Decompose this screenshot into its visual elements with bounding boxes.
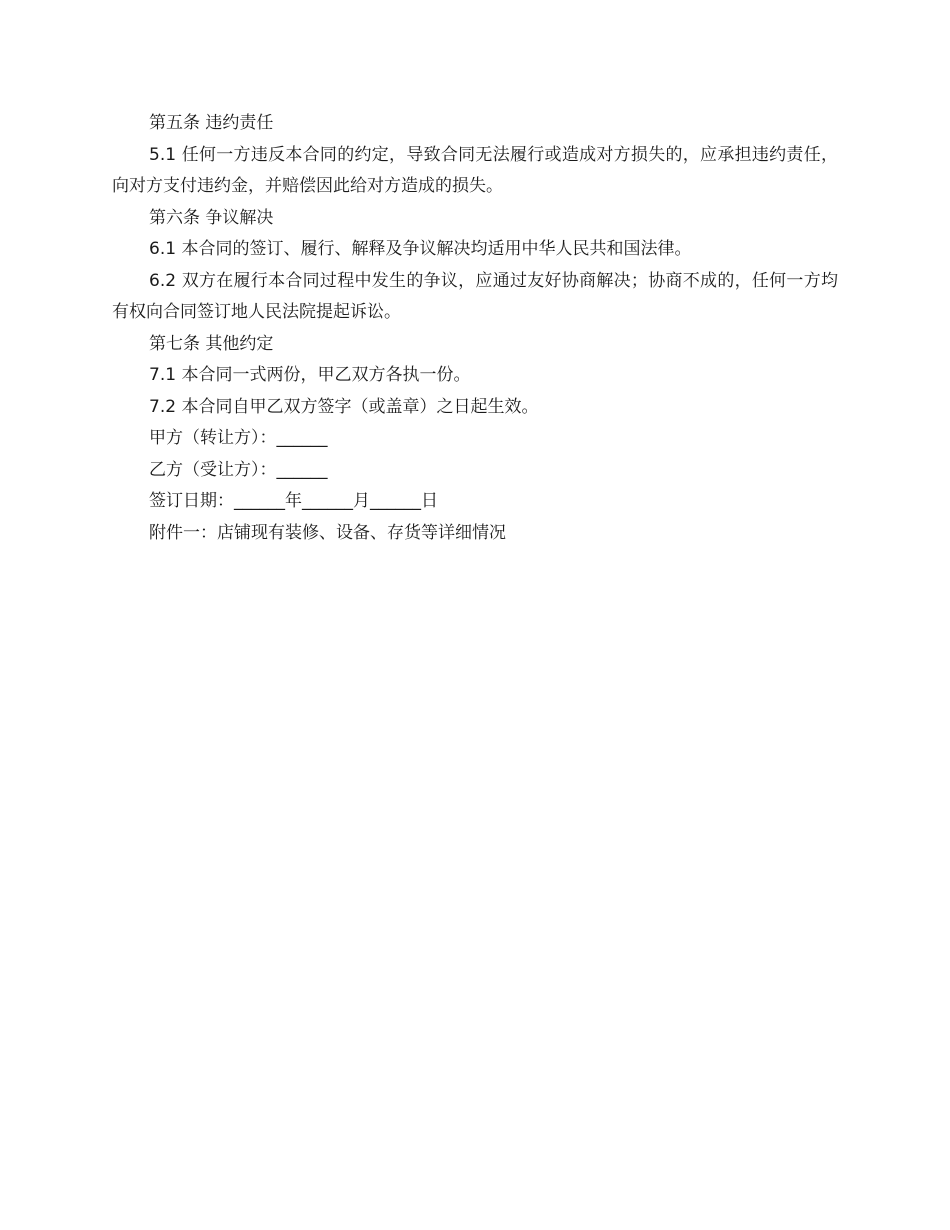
article-5-heading: 第五条 违约责任 bbox=[149, 113, 274, 133]
clause-6-2: 6.2 双方在履行本合同过程中发生的争议，应通过友好协商解决；协商不成的，任何一方均有权向合同签订地人民法院提起诉讼。 bbox=[112, 270, 838, 322]
party-b-signature-line: 乙方（受让方）：______ bbox=[149, 459, 328, 480]
clause-5-1: 5.1 任何一方违反本合同的约定，导致合同无法履行或造成对方损失的，应承担违约责任，向对方支付违约金，并赔偿因此给对方造成的损失。 bbox=[112, 144, 838, 196]
clause-6-1: 6.1 本合同的签订、履行、解释及争议解决均适用中华人民共和国法律。 bbox=[149, 239, 692, 259]
clause-7-1: 7.1 本合同一式两份，甲乙双方各执一份。 bbox=[149, 365, 471, 385]
article-6-heading: 第六条 争议解决 bbox=[149, 207, 274, 228]
article-7-heading: 第七条 其他约定 bbox=[149, 333, 274, 354]
clause-7-2: 7.2 本合同自甲乙双方签字（或盖章）之日起生效。 bbox=[149, 396, 539, 417]
document-body bbox=[112, 108, 838, 549]
party-a-signature-line: 甲方（转让方）：______ bbox=[149, 428, 328, 448]
attachment-line: 附件一：店铺现有装修、设备、存货等详细情况 bbox=[149, 522, 506, 543]
signing-date-line: 签订日期：______年______月______日 bbox=[149, 491, 438, 511]
